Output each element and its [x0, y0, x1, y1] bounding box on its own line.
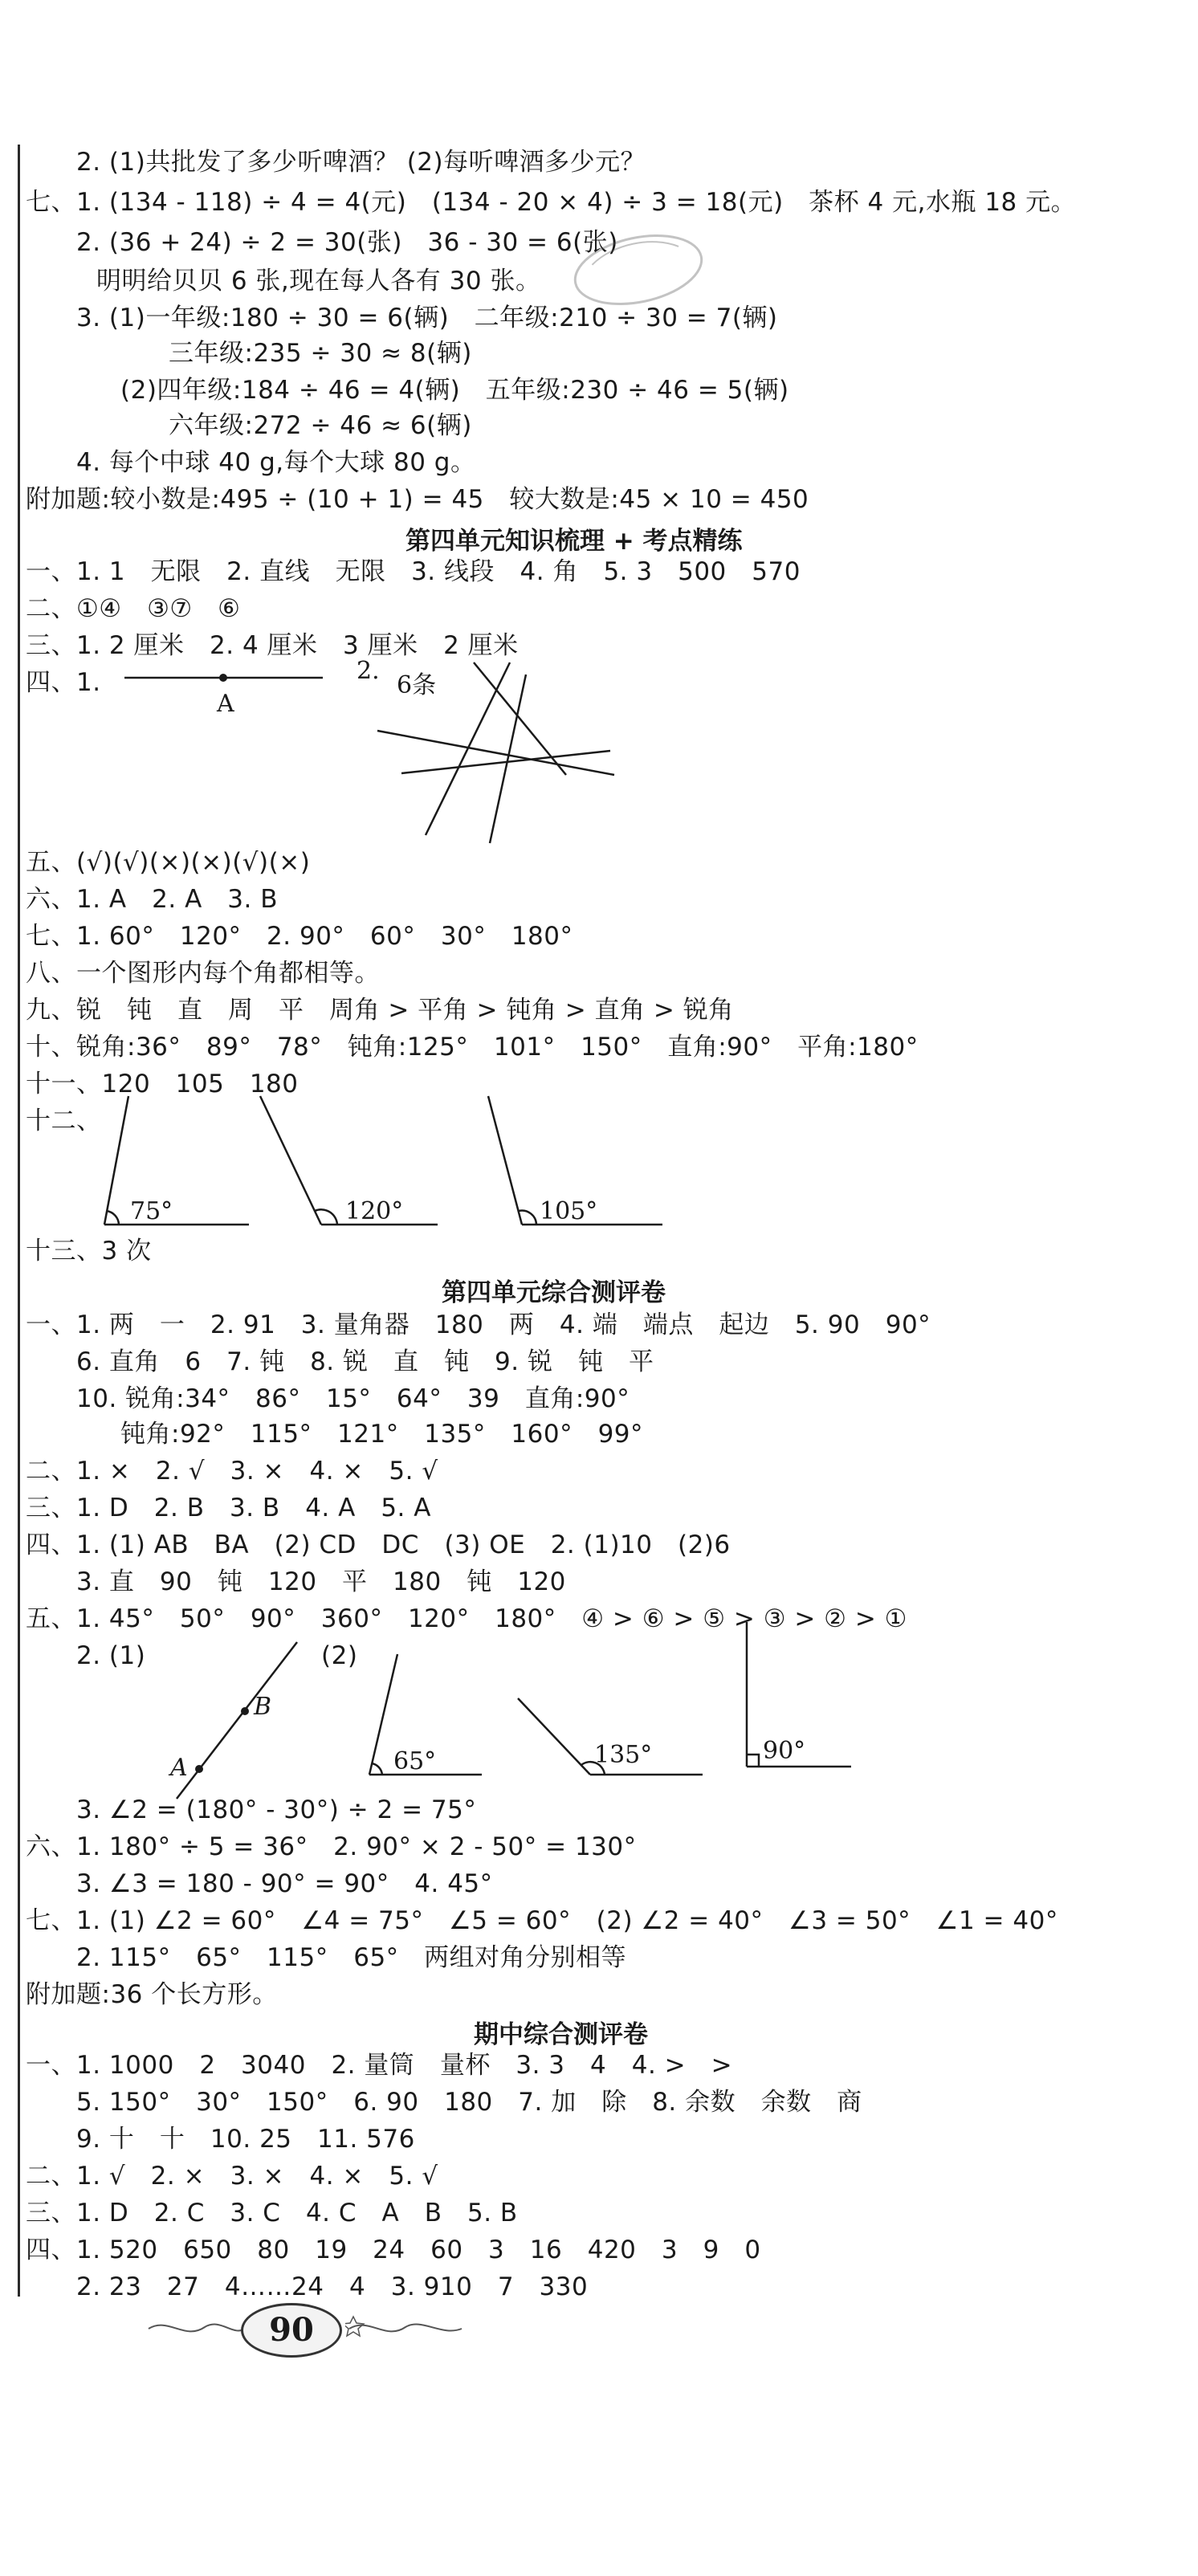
answer-line: 三、1. D 2. B 3. B 4. A 5. A: [26, 1494, 431, 1522]
right-flourish-ornament: [345, 2313, 466, 2345]
answer-line: 八、一个图形内每个角都相等。: [26, 959, 380, 988]
answer-line: 2. (36 + 24) ÷ 2 = 30(张) 36 - 30 = 6(张): [76, 228, 618, 257]
answer-line: 二、1. × 2. √ 3. × 4. × 5. √: [26, 1457, 438, 1486]
answer-line: 七、1. 60° 120° 2. 90° 60° 30° 180°: [26, 922, 573, 951]
answer-line: 一、1. 两 一 2. 91 3. 量角器 180 两 4. 端 端点 起边 5. 90 90°: [26, 1310, 931, 1339]
angle-90-label: 90°: [763, 1737, 806, 1765]
answer-line: 七、1. (1) ∠2 = 60° ∠4 = 75° ∠5 = 60° (2) ∠2 = 40° ∠3 = 50° ∠1 = 40°: [26, 1906, 1058, 1935]
answer-line: 6. 直角 6 7. 钝 8. 锐 直 钝 9. 锐 钝 平: [76, 1347, 654, 1376]
lines-count-label: 6条: [397, 671, 437, 699]
answer-line: (2): [321, 1641, 358, 1670]
answer-line: 六、1. 180° ÷ 5 = 36° 2. 90° × 2 - 50° = 130°: [26, 1832, 637, 1861]
answer-line: 2. (1)共批发了多少听啤酒？ (2)每听啤酒多少元？: [76, 148, 646, 177]
answer-line: 10. 锐角:34° 86° 15° 64° 39 直角:90°: [76, 1384, 630, 1413]
answer-line: 4. 每个中球 40 g,每个大球 80 g。: [76, 448, 476, 477]
answer-line: 钝角:92° 115° 121° 135° 160° 99°: [120, 1420, 644, 1449]
angle-75-figure: [88, 1092, 265, 1237]
answer-line: 一、1. 1000 2 3040 2. 量筒 量杯 3. 3 4 4. > >: [26, 2051, 733, 2080]
angle-135-figure: [514, 1650, 707, 1787]
angle-120-label: 120°: [345, 1197, 404, 1225]
answer-line: 二、①④ ③⑦ ⑥: [26, 594, 241, 623]
answer-line: 一、1. 1 无限 2. 直线 无限 3. 线段 4. 角 5. 3 500 570: [26, 557, 801, 586]
section-heading-unit4-review: 第四单元知识梳理 + 考点精练: [405, 527, 743, 556]
answer-line: 2. 23 27 4……24 4 3. 910 7 330: [76, 2272, 589, 2301]
crossing-lines-figure: [353, 654, 626, 847]
answer-line: 五、(√)(√)(×)(×)(√)(×): [26, 848, 311, 877]
answer-line: (2)四年级:184 ÷ 46 = 4(辆) 五年级:230 ÷ 46 = 5(辆): [120, 376, 789, 405]
angle-75-label: 75°: [130, 1197, 173, 1225]
angle-105-label: 105°: [540, 1197, 598, 1225]
line-with-point-a-figure: [120, 658, 329, 723]
answer-line: 2. (1): [76, 1641, 146, 1670]
angle-65-figure: [361, 1650, 490, 1787]
answer-line: 3. 直 90 钝 120 平 180 钝 120: [76, 1567, 566, 1596]
section-heading-midterm-test: 期中综合测评卷: [474, 2020, 648, 2049]
answer-line: 六年级:272 ÷ 46 ≈ 6(辆): [169, 411, 472, 440]
answer-line: 四、1.: [26, 668, 101, 697]
answer-line: 附加题:较小数是:495 ÷ (10 + 1) = 45 较大数是:45 × 10 = 450: [26, 485, 809, 514]
answer-line: 9. 十 十 10. 25 11. 576: [76, 2125, 415, 2154]
answer-line: 三、1. D 2. C 3. C 4. C A B 5. B: [26, 2199, 518, 2228]
answer-line: 十一、120 105 180: [26, 1070, 299, 1098]
ray-ab-figure: [161, 1634, 321, 1811]
answer-line: 五、1. 45° 50° 90° 360° 120° 180° ④ > ⑥ > ⑤ > ③ > ② > ①: [26, 1604, 907, 1633]
angle-120-figure: [257, 1092, 450, 1237]
answer-line: 二、1. √ 2. × 3. × 4. × 5. √: [26, 2162, 438, 2191]
ray-a-label: A: [170, 1754, 188, 1782]
answer-line: 三年级:235 ÷ 30 ≈ 8(辆): [169, 339, 472, 368]
answer-line: 三、1. 2 厘米 2. 4 厘米 3 厘米 2 厘米: [26, 631, 519, 660]
angle-90-figure: [739, 1618, 859, 1779]
angle-65-label: 65°: [393, 1747, 437, 1775]
answer-line: 六、1. A 2. A 3. B: [26, 885, 278, 914]
answer-line: 5. 150° 30° 150° 6. 90 180 7. 加 除 8. 余数 余数 商: [76, 2088, 862, 2117]
question-2-label: 2.: [357, 657, 380, 685]
answer-line: 十二、: [26, 1107, 102, 1135]
answer-line: 七、1. (134 - 118) ÷ 4 = 4(元) (134 - 20 × 4) ÷ 3 = 18(元) 茶杯 4 元,水瓶 18 元。: [26, 188, 1077, 217]
angle-105-figure: [482, 1092, 674, 1237]
section-heading-unit4-test: 第四单元综合测评卷: [442, 1278, 666, 1307]
left-flourish-ornament: [145, 2313, 249, 2345]
angle-135-label: 135°: [594, 1741, 653, 1769]
answer-line: 四、1. 520 650 80 19 24 60 3 16 420 3 9 0: [26, 2236, 761, 2264]
answer-line: 十三、3 次: [26, 1237, 152, 1266]
answer-line: 3. (1)一年级:180 ÷ 30 = 6(辆) 二年级:210 ÷ 30 = 7(辆): [76, 304, 778, 332]
answer-line: 四、1. (1) AB BA (2) CD DC (3) OE 2. (1)10 (2)6: [26, 1531, 731, 1559]
point-a-label: A: [217, 690, 234, 718]
answer-line: 2. 115° 65° 115° 65° 两组对角分别相等: [76, 1943, 627, 1972]
margin-rule: [18, 145, 20, 2297]
answer-line: 明明给贝贝 6 张,现在每人各有 30 张。: [96, 267, 541, 296]
answer-line: 十、锐角:36° 89° 78° 钝角:125° 101° 150° 直角:90° 平角:180°: [26, 1033, 919, 1062]
page-number: 90: [241, 2303, 342, 2358]
answer-line: 3. ∠2 = (180° - 30°) ÷ 2 = 75°: [76, 1795, 477, 1824]
answer-line: 九、锐 钝 直 周 平 周角 > 平角 > 钝角 > 直角 > 锐角: [26, 996, 734, 1025]
answer-line: 3. ∠3 = 180 - 90° = 90° 4. 45°: [76, 1869, 493, 1898]
ray-b-label: B: [254, 1693, 272, 1721]
answer-line: 附加题:36 个长方形。: [26, 1980, 278, 2009]
